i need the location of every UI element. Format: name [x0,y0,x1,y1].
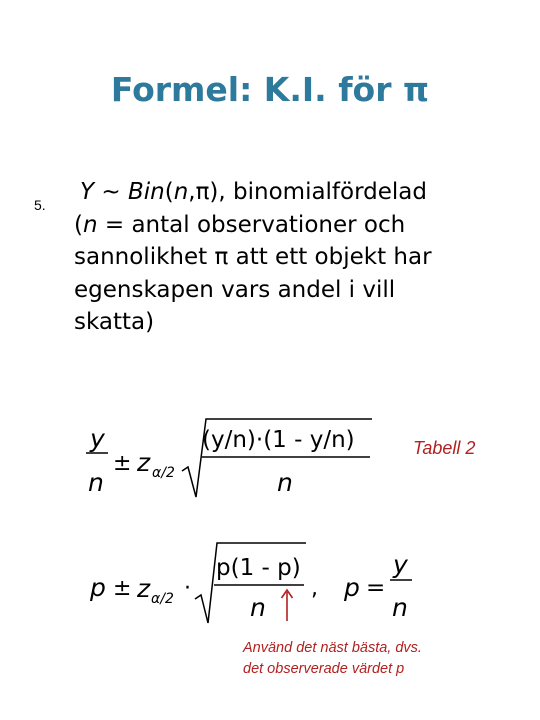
f2-root-num: p(1 - p) [216,555,301,581]
f2-z: z [137,574,151,603]
f2-eq: = [366,575,386,601]
item-line-4: egenskapen vars andel i vill [74,276,396,303]
f1-frac-num: y [90,424,105,453]
n-symbol: n [173,179,189,205]
slide-title: Formel: K.I. för π [110,70,430,109]
paren-open: ( [164,179,174,205]
f2-z-sub: α/2 [151,591,174,607]
f2-p2: p [344,573,360,602]
paren-open-2: ( [74,211,83,238]
item-number: 5. [34,197,46,213]
f2-comma: , [311,576,318,601]
item-line-2-rest: = antal observationer och [97,211,406,238]
f1-frac-den: n [88,468,104,497]
f1-pm: ± [113,451,132,476]
item-line-5: skatta) [74,309,155,335]
f2-frac-den: n [392,593,408,622]
item-line-1 [80,176,520,209]
item-line-3: sannolikhet π att ett objekt har [74,244,432,270]
item-line-1-rest: ,π), binomialfördelad [188,179,427,205]
annotation-note [243,638,422,680]
arrow-up-icon [279,588,295,622]
item-line-2 [74,209,514,242]
f1-root-num: (y/n)·(1 - y/n) [202,427,355,453]
formula-ci-2 [0,535,540,635]
annotation-line-1: Använd det näst bästa, dvs. [243,640,422,656]
f2-frac-num: y [393,550,408,579]
annotation-line-2: det observerade värdet p [243,661,405,677]
f2-dot: · [184,576,191,601]
f2-pm: ± [113,576,132,601]
f2-p: p [90,573,106,602]
f1-root-den: n [277,468,293,497]
f1-z-sub: α/2 [152,465,175,481]
table-reference: Tabell 2 [413,438,476,458]
n-symbol-2: n [82,211,98,238]
item-text [74,176,514,339]
f1-z: z [137,448,151,477]
f2-root-den: n [250,593,266,622]
distribution-symbol: Y ∼ Bin [80,179,165,205]
